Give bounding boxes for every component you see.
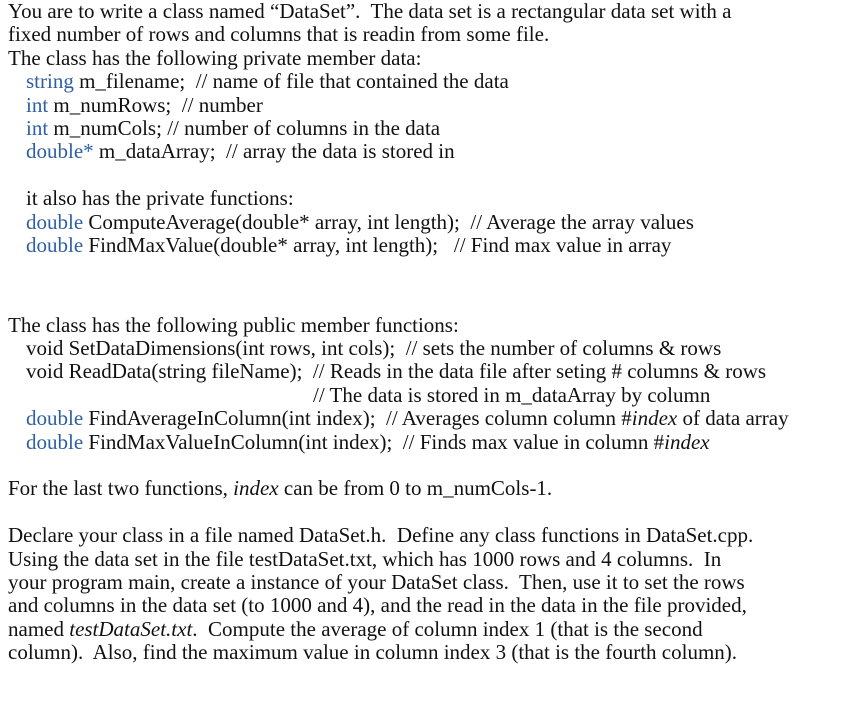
member-text: m_numCols; // number of columns in the data xyxy=(48,115,441,140)
type-keyword: int xyxy=(26,92,49,117)
final-text-end: . Compute the average of column index 1 (that is the second xyxy=(192,616,703,641)
function-text: FindMaxValue(double* array, int length); // Find max value in array xyxy=(83,232,672,257)
assignment-document xyxy=(8,0,851,665)
public-function-4 xyxy=(8,431,851,454)
filename-emphasis: testDataSet.txt xyxy=(69,616,193,641)
final-line-6: column). Also, find the maximum value in column index 3 (that is the fourth column). xyxy=(8,640,738,665)
final-line-3: your program main, create a instance of your DataSet class. Then, use it to set the rows xyxy=(8,569,745,594)
spacer xyxy=(8,164,851,187)
public-function-2-comment: // The data is stored in m_dataArray by column xyxy=(313,382,711,407)
intro-line-1: You are to write a class named “DataSet”. The data set is a rectangular data set with a xyxy=(8,0,732,23)
member-text: m_filename; // name of file that contained the data xyxy=(73,69,509,94)
function-text: ComputeAverage(double* array, int length); // Average the array values xyxy=(83,209,694,234)
private-member-4 xyxy=(8,140,851,163)
member-text: m_dataArray; // array the data is stored in xyxy=(93,139,455,164)
type-keyword: int xyxy=(26,115,49,140)
private-functions-intro: it also has the private functions: xyxy=(26,186,294,211)
function-text: FindMaxValueInColumn(int index); // Finds max value in column # xyxy=(83,429,665,454)
final-line-4: and columns in the data set (to 1000 and 4), and the read in the data in the file provided, xyxy=(8,593,747,618)
function-text: FindAverageInColumn(int index); // Averages column column # xyxy=(83,406,632,431)
public-function-2: void ReadData(string fileName); // Reads in the data file after seting # columns & rows xyxy=(26,359,767,384)
type-keyword: double xyxy=(26,209,84,234)
spacer xyxy=(8,281,851,314)
private-member-3 xyxy=(8,117,851,140)
member-text: m_numRows; // number xyxy=(48,92,263,117)
type-keyword: string xyxy=(26,69,74,94)
public-function-1: void SetDataDimensions(int rows, int cols); // sets the number of columns & rows xyxy=(26,336,722,361)
type-keyword: double xyxy=(26,429,84,454)
note-text: For the last two functions, xyxy=(8,476,234,501)
intro-line-3: The class has the following private member data: xyxy=(8,45,422,70)
type-keyword: double xyxy=(26,406,84,431)
final-line-2: Using the data set in the file testDataSet.txt, which has 1000 rows and 4 columns. In xyxy=(8,546,722,571)
index-emphasis: index xyxy=(664,429,710,454)
index-emphasis: index xyxy=(233,476,279,501)
intro-line-2: fixed number of rows and columns that is readin from some file. xyxy=(8,22,550,47)
function-text-end: of data array xyxy=(677,406,789,431)
note-text-end: can be from 0 to m_numCols-1. xyxy=(278,476,553,501)
type-keyword: double* xyxy=(26,139,94,164)
last-two-functions-note xyxy=(8,477,851,500)
public-function-3 xyxy=(8,407,851,430)
public-intro: The class has the following public member functions: xyxy=(8,312,459,337)
spacer xyxy=(8,501,851,524)
private-function-2 xyxy=(8,234,851,257)
final-line-5 xyxy=(8,618,851,641)
private-member-2 xyxy=(8,94,851,117)
private-function-1 xyxy=(8,211,851,234)
spacer xyxy=(8,454,851,477)
type-keyword: double xyxy=(26,232,84,257)
private-member-1 xyxy=(8,70,851,93)
final-text: named xyxy=(8,616,70,641)
index-emphasis: index xyxy=(631,406,678,431)
final-line-1: Declare your class in a file named DataSet.h. Define any class functions in DataSet.cpp. xyxy=(8,523,754,548)
spacer xyxy=(8,257,851,280)
